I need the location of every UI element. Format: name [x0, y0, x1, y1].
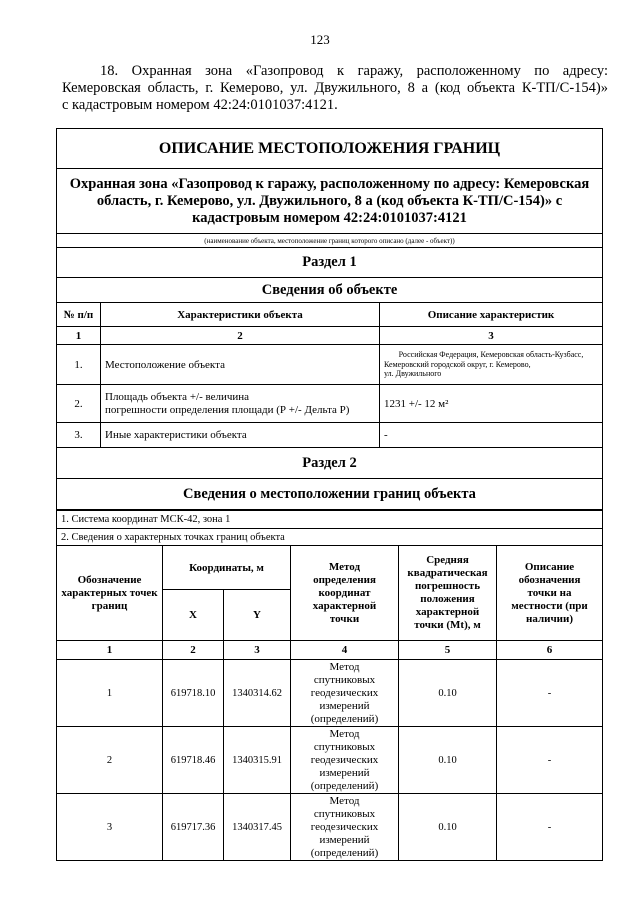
- col-number: 3: [380, 327, 603, 345]
- col-header-num: № п/п: [57, 303, 101, 327]
- point-mt: 0.10: [399, 727, 497, 794]
- point-description: -: [497, 660, 603, 727]
- point-x: 619717.36: [163, 794, 224, 861]
- table-row: [57, 660, 603, 727]
- row-description: Российская Федерация, Кемеровская область-Кузбасс, Кемеровский городской округ, г. Кемерово, ул. Двужильного: [380, 345, 603, 385]
- intro-line-2: Кемеровская область, г. Кемерово, ул. Двужильного, 8 а (код объекта К-ТП/С-154)»: [62, 80, 608, 96]
- row-name: Иные характеристики объекта: [101, 423, 380, 448]
- col-number: 1: [57, 327, 101, 345]
- object-caption: (наименование объекта, местоположение границ которого описано (далее - объект)): [57, 234, 603, 248]
- col-number: 2: [101, 327, 380, 345]
- row-name: Местоположение объекта: [101, 345, 380, 385]
- col-number: 6: [497, 641, 603, 660]
- header-mt: Средняя квадратическая погрешность положения характерной точки (Mt), м: [399, 546, 497, 641]
- row-description: -: [380, 423, 603, 448]
- section2-subtitle: Сведения о местоположении границ объекта: [57, 479, 603, 510]
- col-number: 5: [399, 641, 497, 660]
- point-y: 1340317.45: [224, 794, 291, 861]
- table-row: [57, 345, 603, 385]
- col-header-description: Описание характеристик: [380, 303, 603, 327]
- point-description: -: [497, 727, 603, 794]
- point-x: 619718.46: [163, 727, 224, 794]
- row-number: 3.: [57, 423, 101, 448]
- point-method: Метод спутниковых геодезических измерений (определений): [291, 727, 399, 794]
- point-description: -: [497, 794, 603, 861]
- point-mt: 0.10: [399, 660, 497, 727]
- point-method: Метод спутниковых геодезических измерений (определений): [291, 794, 399, 861]
- col-number: 2: [163, 641, 224, 660]
- section2-table: [56, 510, 603, 861]
- header-y: Y: [224, 590, 291, 641]
- section1-table: [56, 128, 603, 510]
- intro-line-3: с кадастровым номером 42:24:0101037:4121.: [62, 97, 338, 113]
- section1-subtitle: Сведения об объекте: [57, 278, 603, 303]
- header-x: X: [163, 590, 224, 641]
- object-name: Охранная зона «Газопровод к гаражу, расположенному по адресу: Кемеровская область, г. Кемерово, ул. Двужильного, 8 а (код объекта К-ТП/С-154)» с кадастровым номером 42:24:0101037:4121: [57, 169, 603, 234]
- intro-number: 18.: [100, 63, 119, 79]
- point-method: Метод спутниковых геодезических измерений (определений): [291, 660, 399, 727]
- col-header-characteristic: Характеристики объекта: [101, 303, 380, 327]
- section1-title: Раздел 1: [57, 248, 603, 278]
- table-row: [57, 794, 603, 861]
- point-id: 2: [57, 727, 163, 794]
- document-title: ОПИСАНИЕ МЕСТОПОЛОЖЕНИЯ ГРАНИЦ: [57, 129, 603, 169]
- point-mt: 0.10: [399, 794, 497, 861]
- row-name: Площадь объекта +/- величина погрешности определения площади (Р +/- Дельта Р): [101, 385, 380, 423]
- row-number: 2.: [57, 385, 101, 423]
- table-row: [57, 727, 603, 794]
- header-point: Обозначение характерных точек границ: [57, 546, 163, 641]
- row-number: 1.: [57, 345, 101, 385]
- header-description: Описание обозначения точки на местности (при наличии): [497, 546, 603, 641]
- table-row: [57, 423, 603, 448]
- page-number: 123: [310, 32, 330, 47]
- point-y: 1340315.91: [224, 727, 291, 794]
- header-method: Метод определения координат характерной точки: [291, 546, 399, 641]
- col-number: 1: [57, 641, 163, 660]
- coordinate-system: 1. Система координат МСК-42, зона 1: [57, 511, 603, 529]
- point-y: 1340314.62: [224, 660, 291, 727]
- intro-paragraph: [62, 63, 608, 114]
- table-row: [57, 385, 603, 423]
- point-id: 1: [57, 660, 163, 727]
- intro-line-1: 18. Охранная зона «Газопровод к гаражу, расположенному по адресу:: [100, 63, 608, 79]
- col-number: 3: [224, 641, 291, 660]
- col-number: 4: [291, 641, 399, 660]
- row-description: 1231 +/- 12 м²: [380, 385, 603, 423]
- point-x: 619718.10: [163, 660, 224, 727]
- point-id: 3: [57, 794, 163, 861]
- header-coordinates: Координаты, м: [163, 546, 291, 590]
- section2-title: Раздел 2: [57, 448, 603, 479]
- points-caption: 2. Сведения о характерных точках границ объекта: [57, 529, 603, 546]
